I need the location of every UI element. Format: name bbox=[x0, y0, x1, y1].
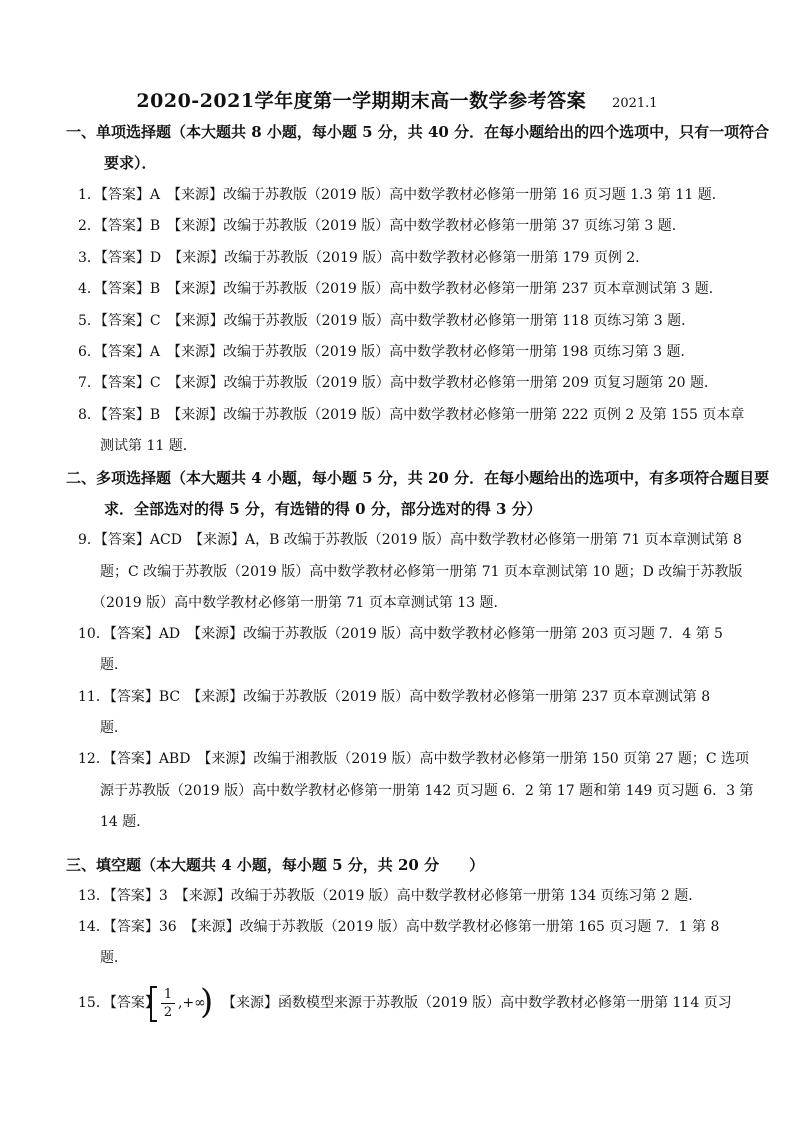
answer-13: 13．【答案】3 【来源】改编于苏教版（2019 版）高中数学教材必修第一册第 134 页练习第 2 题． bbox=[78, 888, 703, 904]
answer-2: 2．【答案】B 【来源】改编于苏教版（2019 版）高中数学教材必修第一册第 37 页练习第 3 题． bbox=[78, 218, 686, 234]
title-row bbox=[0, 86, 794, 113]
answer-7: 7．【答案】C 【来源】改编于苏教版（2019 版）高中数学教材必修第一册第 209 页复习题第 20 题． bbox=[78, 375, 719, 391]
infinity-bound: ,+∞ bbox=[178, 995, 206, 1011]
answer-9-cont-1: 题；C 改编于苏教版（2019 版）高中数学教材必修第一册第 71 页本章测试第 10 题；D 改编于苏教版 bbox=[100, 564, 743, 580]
answer-1: 1．【答案】A 【来源】改编于苏教版（2019 版）高中数学教材必修第一册第 16 页习题 1.3 第 11 题． bbox=[78, 187, 726, 203]
fraction-numerator: 1 bbox=[163, 987, 173, 1002]
section-3-heading: 三、填空题（本大题共 4 小题，每小题 5 分，共 20 分 ） bbox=[66, 856, 485, 874]
document-date: 2021.1 bbox=[612, 96, 658, 111]
answer-14: 14．【答案】36 【来源】改编于苏教版（2019 版）高中数学教材必修第一册第 165 页习题 7．1 第 8 bbox=[78, 919, 720, 935]
section-2-heading: 二、多项选择题（本大题共 4 小题，每小题 5 分，共 20 分．在每小题给出的选项中，有多项符合题目要 bbox=[66, 469, 770, 487]
answer-8: 8．【答案】B 【来源】改编于苏教版（2019 版）高中数学教材必修第一册第 222 页例 2 及第 155 页本章 bbox=[78, 407, 745, 423]
section-2-heading-cont: 求．全部选对的得 5 分，有选错的得 0 分，部分选对的得 3 分） bbox=[104, 500, 542, 518]
answer-14-cont: 题． bbox=[100, 950, 128, 966]
answer-15-label: 15．【答案】 bbox=[78, 995, 159, 1011]
answer-9: 9．【答案】ACD 【来源】A，B 改编于苏教版（2019 版）高中数学教材必修第一册第 71 页本章测试第 8 bbox=[78, 532, 742, 548]
answer-11-cont: 题． bbox=[100, 720, 128, 736]
answer-9-cont-2: （2019 版）高中数学教材必修第一册第 71 页本章测试第 13 题． bbox=[92, 595, 508, 611]
answer-6: 6．【答案】A 【来源】改编于苏教版（2019 版）高中数学教材必修第一册第 198 页练习第 3 题． bbox=[78, 344, 695, 360]
section-1-heading: 一、单项选择题（本大题共 8 小题，每小题 5 分，共 40 分．在每小题给出的四个选项中，只有一项符合 bbox=[66, 123, 770, 141]
left-bracket bbox=[150, 986, 157, 1022]
answer-11: 11．【答案】BC 【来源】改编于苏教版（2019 版）高中数学教材必修第一册第 237 页本章测试第 8 bbox=[78, 689, 711, 705]
fraction-denominator: 2 bbox=[163, 1005, 173, 1020]
fraction-bar bbox=[161, 1003, 175, 1004]
page-title: 2020-2021学年度第一学期期末高一数学参考答案 bbox=[136, 90, 587, 112]
answer-10-cont: 题． bbox=[100, 657, 128, 673]
answer-10: 10．【答案】AD 【来源】改编于苏教版（2019 版）高中数学教材必修第一册第 203 页习题 7．4 第 5 bbox=[78, 626, 723, 642]
answer-12-cont-1: 源于苏教版（2019 版）高中数学教材必修第一册第 142 页习题 6．2 第 17 题和第 149 页习题 6．3 第 bbox=[100, 783, 754, 799]
answer-15-interval bbox=[150, 982, 214, 1024]
right-parenthesis: ) bbox=[200, 982, 214, 1022]
answer-8-cont: 测试第 11 题． bbox=[100, 438, 197, 454]
fraction bbox=[161, 987, 175, 1020]
answer-12: 12．【答案】ABD 【来源】改编于湘教版（2019 版）高中数学教材必修第一册第 150 页第 27 题；C 选项 bbox=[78, 751, 750, 767]
section-1-heading-cont: 要求）． bbox=[104, 154, 157, 172]
answer-3: 3．【答案】D 【来源】改编于苏教版（2019 版）高中数学教材必修第一册第 179 页例 2． bbox=[78, 250, 650, 266]
answer-5: 5．【答案】C 【来源】改编于苏教版（2019 版）高中数学教材必修第一册第 118 页练习第 3 题． bbox=[78, 313, 696, 329]
answer-12-cont-2: 14 题． bbox=[100, 814, 151, 830]
answer-15-source: 【来源】函数模型来源于苏教版（2019 版）高中数学教材必修第一册第 114 页习 bbox=[222, 995, 732, 1011]
answer-4: 4．【答案】B 【来源】改编于苏教版（2019 版）高中数学教材必修第一册第 237 页本章测试第 3 题． bbox=[78, 281, 723, 297]
